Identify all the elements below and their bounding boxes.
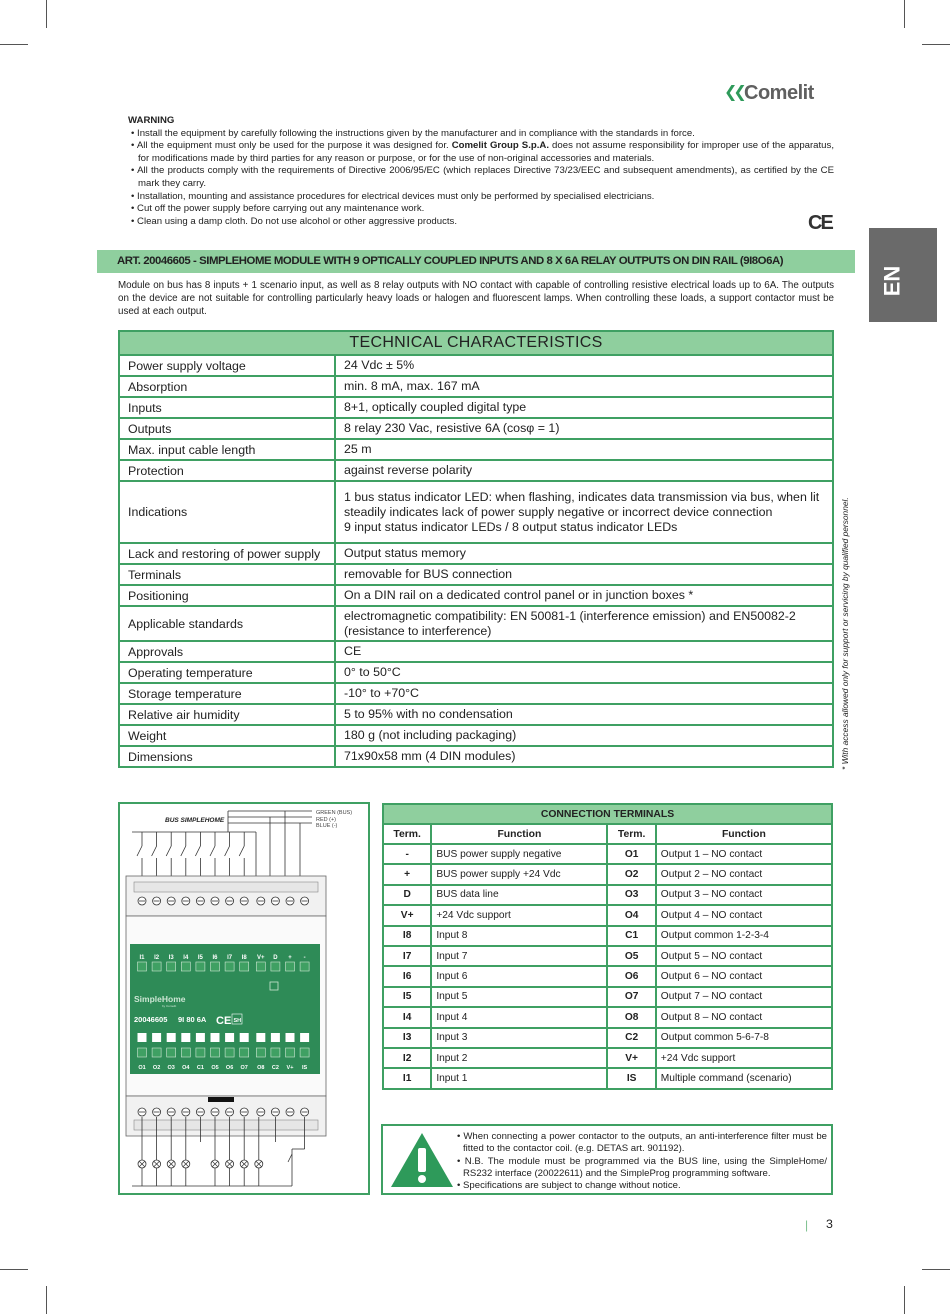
warning-item: • Installation, mounting and assistance procedures for electrical devices must only be performed by specialised electricians. xyxy=(131,190,655,202)
tech-row xyxy=(119,725,833,746)
page-number: 3 xyxy=(826,1217,833,1231)
bus-legend-blue: BLUE (-) xyxy=(316,823,338,829)
terminal-slot xyxy=(271,1048,280,1057)
terminal-row xyxy=(383,1007,832,1027)
input-switch xyxy=(225,846,230,856)
tech-value: against reverse polarity xyxy=(335,460,833,481)
brand-name: Comelit xyxy=(744,82,814,104)
bus-legend xyxy=(316,810,352,830)
bottom-terminal-label: O4 xyxy=(182,1065,190,1071)
note-item: • When connecting a power contactor to the outputs, an anti-interference filter must be fitted to the contactor coil. (e.g. DETAS art. 901192). xyxy=(457,1131,827,1155)
col-header-term: Term. xyxy=(607,824,655,844)
wiring-diagram xyxy=(118,802,370,1195)
terminal-slot xyxy=(256,1048,265,1057)
input-switch xyxy=(210,846,215,856)
terminal-code: O7 xyxy=(607,987,655,1007)
terminal-function: Output common 5-6-7-8 xyxy=(656,1028,832,1048)
tech-label: Power supply voltage xyxy=(119,355,335,376)
tech-value: 8 relay 230 Vac, resistive 6A (cosφ = 1) xyxy=(335,418,833,439)
tech-row xyxy=(119,543,833,564)
terminal-code: I5 xyxy=(383,987,431,1007)
col-header-function: Function xyxy=(431,824,607,844)
top-terminal-label: I8 xyxy=(241,955,247,961)
tech-value: 0° to 50°C xyxy=(335,662,833,683)
connection-terminals-table xyxy=(382,803,833,1090)
col-header-term: Term. xyxy=(383,824,431,844)
crop-mark xyxy=(922,1269,950,1270)
tech-value: 25 m xyxy=(335,439,833,460)
top-terminal-label: D xyxy=(273,955,278,961)
terminal-code: IS xyxy=(607,1068,655,1088)
warnings-title: WARNING xyxy=(128,115,175,126)
crop-mark xyxy=(904,1286,905,1314)
terminal-row xyxy=(383,987,832,1007)
crop-mark xyxy=(0,1269,28,1270)
language-tab xyxy=(869,228,937,322)
terminal-row xyxy=(383,966,832,986)
bottom-terminal-label: C1 xyxy=(196,1065,204,1071)
bottom-terminal-label: O7 xyxy=(240,1065,248,1071)
terminal-row xyxy=(383,864,832,884)
terminal-function: Input 7 xyxy=(431,946,607,966)
input-switch xyxy=(152,846,157,856)
terminal-code: I8 xyxy=(383,926,431,946)
terminal-slot xyxy=(240,1048,249,1057)
top-terminal-label: I4 xyxy=(183,955,189,961)
top-terminal-label: I3 xyxy=(168,955,174,961)
warning-item: • All the products comply with the requirements of Directive 2006/95/EC (which replaces Directive 73/23/EEC and subsequent amendments), as certified by the CE mark they carry. xyxy=(131,165,834,189)
bottom-terminal-label: C2 xyxy=(271,1065,279,1071)
warning-item: • All the equipment must only be used for the purpose it was designed for. Comelit Group S.p.A. does not assume responsibility for improper use of the apparatus, for modifications made by third parties for any reason or purpose, or for the use of non-original accessories and materials. xyxy=(131,140,834,164)
page-separator: | xyxy=(805,1218,809,1232)
tech-label: Protection xyxy=(119,460,335,481)
tech-value: removable for BUS connection xyxy=(335,564,833,585)
terminal-slot xyxy=(225,962,234,971)
module-brand: SimpleHome xyxy=(134,994,186,1004)
crop-mark xyxy=(46,0,47,28)
intro-paragraph: Module on bus has 8 inputs + 1 scenario input, as well as 8 relay outputs with NO contact with capable of controlling resistive electrical loads up to 6A. The outputs on the device are not suitable for controlling particularly heavy loads or halogen and fluorescent lamps. When controlling these loads, a support contactor must be used at each output. xyxy=(118,280,834,317)
terminal-function: Output 1 – NO contact xyxy=(656,844,832,864)
terminal-function: Multiple command (scenario) xyxy=(656,1068,832,1088)
terminal-function: Input 4 xyxy=(431,1007,607,1027)
top-terminal-label: + xyxy=(288,955,292,961)
terminal-code: O2 xyxy=(607,864,655,884)
tech-row xyxy=(119,564,833,585)
terminal-code: V+ xyxy=(383,905,431,925)
bottom-terminal-label: IS xyxy=(301,1065,308,1071)
ce-mark: CE xyxy=(808,212,832,234)
tech-label: Max. input cable length xyxy=(119,439,335,460)
tech-label: Storage temperature xyxy=(119,683,335,704)
terminal-function: Input 2 xyxy=(431,1048,607,1068)
terminal-slot xyxy=(225,1048,234,1057)
bus-legend-green: GREEN (BUS) xyxy=(316,810,353,816)
warning-item: • Cut off the power supply before carrying out any maintenance work. xyxy=(131,203,425,215)
bottom-terminal-label: O8 xyxy=(257,1065,265,1071)
terminal-code: I2 xyxy=(383,1048,431,1068)
col-header-function: Function xyxy=(656,824,832,844)
bottom-terminal-label: O5 xyxy=(211,1065,219,1071)
company-name: Comelit Group S.p.A. xyxy=(451,140,549,152)
terminal-slot xyxy=(240,962,249,971)
terminal-function: Output 8 – NO contact xyxy=(656,1007,832,1027)
led-window xyxy=(181,1033,190,1042)
tech-row xyxy=(119,481,833,543)
tech-row xyxy=(119,683,833,704)
terminal-code: V+ xyxy=(607,1048,655,1068)
tech-value: 1 bus status indicator LED: when flashing, indicates data transmission via bus, when lit steadily indicates lack of power supply negative or incorrect device connection 9 input status indicator LEDs / 8 output status indicator LEDs xyxy=(335,481,833,543)
terminal-slot xyxy=(286,962,295,971)
terminal-row xyxy=(383,926,832,946)
tech-label: Absorption xyxy=(119,376,335,397)
input-switch xyxy=(166,846,171,856)
terminal-row xyxy=(383,1068,832,1088)
terminal-row xyxy=(383,946,832,966)
bottom-terminal-label: O3 xyxy=(167,1065,175,1071)
bottom-terminal-label: O1 xyxy=(138,1065,146,1071)
terminal-function: Output 4 – NO contact xyxy=(656,905,832,925)
terminal-slot xyxy=(152,962,161,971)
side-note xyxy=(838,497,852,770)
terminal-code: I4 xyxy=(383,1007,431,1027)
connection-table-title: CONNECTION TERMINALS xyxy=(383,804,832,824)
led-window xyxy=(240,1033,249,1042)
bus-label: BUS SIMPLEHOME xyxy=(165,817,225,824)
led-window xyxy=(271,1033,280,1042)
terminal-row xyxy=(383,1028,832,1048)
module-model: 9I 80 6A xyxy=(178,1015,207,1024)
terminal-slot xyxy=(271,962,280,971)
terminal-code: I1 xyxy=(383,1068,431,1088)
tech-row xyxy=(119,355,833,376)
bottom-terminal-label: O2 xyxy=(152,1065,161,1071)
module-sn: SH xyxy=(233,1018,242,1024)
led-window xyxy=(286,1033,295,1042)
terminal-slot xyxy=(211,962,220,971)
terminal-function: BUS power supply +24 Vdc xyxy=(431,864,607,884)
tech-label: Terminals xyxy=(119,564,335,585)
terminal-function: BUS data line xyxy=(431,885,607,905)
terminal-function: Output 5 – NO contact xyxy=(656,946,832,966)
terminal-slot xyxy=(300,1048,309,1057)
tech-label: Indications xyxy=(119,481,335,543)
terminal-function: +24 Vdc support xyxy=(656,1048,832,1068)
tech-value: 180 g (not including packaging) xyxy=(335,725,833,746)
input-switch xyxy=(195,846,200,856)
terminal-slot xyxy=(167,962,176,971)
tech-value: On a DIN rail on a dedicated control panel or in junction boxes * xyxy=(335,585,833,606)
terminal-code: O8 xyxy=(607,1007,655,1027)
crop-mark xyxy=(0,44,28,45)
input-switch xyxy=(137,846,142,856)
language-tab-label: EN xyxy=(879,265,905,297)
warning-item: • Clean using a damp cloth. Do not use alcohol or other aggressive products. xyxy=(131,215,458,227)
terminal-function: Input 6 xyxy=(431,966,607,986)
terminal-function: Output 3 – NO contact xyxy=(656,885,832,905)
tech-label: Inputs xyxy=(119,397,335,418)
terminal-code: I7 xyxy=(383,946,431,966)
terminal-code: I3 xyxy=(383,1028,431,1048)
top-terminal-label: I5 xyxy=(197,955,203,961)
crop-mark xyxy=(904,0,905,28)
tech-value: electromagnetic compatibility: EN 50081-1 (interference emission) and EN50082-2 (resistance to interference) xyxy=(335,606,833,641)
wiring-diagram-svg xyxy=(120,804,368,1193)
tech-value: 8+1, optically coupled digital type xyxy=(335,397,833,418)
tech-row xyxy=(119,439,833,460)
terminal-code: I6 xyxy=(383,966,431,986)
tech-label: Operating temperature xyxy=(119,662,335,683)
terminal-function: Input 1 xyxy=(431,1068,607,1088)
terminal-code: O4 xyxy=(607,905,655,925)
terminal-function: Output 6 – NO contact xyxy=(656,966,832,986)
terminal-code: + xyxy=(383,864,431,884)
led-window xyxy=(256,1033,265,1042)
terminal-function: +24 Vdc support xyxy=(431,905,607,925)
tech-label: Dimensions xyxy=(119,746,335,767)
brand-mark-icon: ❮❮ xyxy=(724,84,743,101)
tech-label: Relative air humidity xyxy=(119,704,335,725)
crop-mark xyxy=(922,44,950,45)
terminal-row xyxy=(383,844,832,864)
tech-value: 24 Vdc ± 5% xyxy=(335,355,833,376)
led-window xyxy=(196,1033,205,1042)
tech-value: -10° to +70°C xyxy=(335,683,833,704)
terminal-row xyxy=(383,1048,832,1068)
top-terminal-label: I1 xyxy=(139,955,145,961)
terminal-function: Output 7 – NO contact xyxy=(656,987,832,1007)
terminal-slot xyxy=(138,1048,147,1057)
top-terminal-label: I6 xyxy=(212,955,218,961)
tech-row xyxy=(119,376,833,397)
scenario-switch xyxy=(288,1154,292,1162)
led-window xyxy=(225,1033,234,1042)
tech-row xyxy=(119,397,833,418)
terminal-function: Input 3 xyxy=(431,1028,607,1048)
led-window xyxy=(167,1033,176,1042)
input-switch xyxy=(239,846,244,856)
tech-table-title: TECHNICAL CHARACTERISTICS xyxy=(119,331,833,355)
terminal-code: O5 xyxy=(607,946,655,966)
tech-row xyxy=(119,418,833,439)
brand-logo xyxy=(722,82,837,104)
tech-value: min. 8 mA, max. 167 mA xyxy=(335,376,833,397)
led-window xyxy=(211,1033,220,1042)
note-item: • N.B. The module must be programmed via the BUS line, using the SimpleHome/ RS232 interface (20022611) and the SimpleProg programming software. xyxy=(457,1155,827,1179)
terminal-function: Input 8 xyxy=(431,926,607,946)
tech-label: Lack and restoring of power supply xyxy=(119,543,335,564)
terminal-slot xyxy=(138,962,147,971)
terminal-slot xyxy=(196,962,205,971)
terminal-slot xyxy=(256,962,265,971)
bottom-terminal-label: V+ xyxy=(286,1065,294,1071)
article-title: ART. 20046605 - SIMPLEHOME MODULE WITH 9 OPTICALLY COUPLED INPUTS AND 8 X 6A RELAY OUTPUTS ON DIN RAIL (9I8O6A) xyxy=(97,250,855,273)
tech-value: 5 to 95% with no condensation xyxy=(335,704,833,725)
warnings-section xyxy=(128,115,834,228)
led-window xyxy=(300,1033,309,1042)
tech-row xyxy=(119,704,833,725)
terminal-function: BUS power supply negative xyxy=(431,844,607,864)
terminal-function: Output common 1-2-3-4 xyxy=(656,926,832,946)
top-terminal-label: V+ xyxy=(257,955,265,961)
module-brand-sub: by Comelit xyxy=(162,1004,177,1008)
warning-item: • Install the equipment by carefully following the instructions given by the manufacturer and in compliance with the standards in force. xyxy=(131,127,695,139)
tech-row xyxy=(119,662,833,683)
terminal-slot xyxy=(196,1048,205,1057)
terminal-code: O3 xyxy=(607,885,655,905)
tech-row xyxy=(119,746,833,767)
tech-value: CE xyxy=(335,641,833,662)
terminal-code: - xyxy=(383,844,431,864)
module-code: 20046605 xyxy=(134,1015,168,1024)
warning-triangle-icon xyxy=(389,1131,455,1189)
terminal-row xyxy=(383,905,832,925)
bottom-terminal-label: O6 xyxy=(225,1065,234,1071)
terminal-row xyxy=(383,885,832,905)
tech-row xyxy=(119,606,833,641)
tech-label: Outputs xyxy=(119,418,335,439)
terminal-slot xyxy=(181,962,190,971)
terminal-slot xyxy=(152,1048,161,1057)
terminal-slot xyxy=(181,1048,190,1057)
terminal-code: C1 xyxy=(607,926,655,946)
led-window xyxy=(152,1033,161,1042)
led-window xyxy=(138,1033,147,1042)
crop-mark xyxy=(46,1286,47,1314)
technical-characteristics-table xyxy=(118,330,834,768)
note-item: • Specifications are subject to change without notice. xyxy=(457,1180,681,1192)
tech-label: Positioning xyxy=(119,585,335,606)
terminal-function: Output 2 – NO contact xyxy=(656,864,832,884)
tech-row xyxy=(119,460,833,481)
tech-label: Weight xyxy=(119,725,335,746)
tech-value: Output status memory xyxy=(335,543,833,564)
terminal-slot xyxy=(300,962,309,971)
installation-note xyxy=(381,1124,833,1195)
terminal-code: C2 xyxy=(607,1028,655,1048)
top-terminal-label: I2 xyxy=(154,955,160,961)
bus-legend-red: RED (+) xyxy=(316,816,337,823)
tech-label: Applicable standards xyxy=(119,606,335,641)
terminal-code: O1 xyxy=(607,844,655,864)
terminal-code: O6 xyxy=(607,966,655,986)
module-ce: CE xyxy=(216,1015,232,1027)
top-terminal-label: - xyxy=(303,955,306,961)
tech-row xyxy=(119,585,833,606)
tech-value: 71x90x58 mm (4 DIN modules) xyxy=(335,746,833,767)
terminal-code: D xyxy=(383,885,431,905)
side-note-text: * With access allowed only for support or servicing by qualified personnel. xyxy=(840,497,850,770)
tech-row xyxy=(119,641,833,662)
terminal-function: Input 5 xyxy=(431,987,607,1007)
terminal-slot xyxy=(167,1048,176,1057)
top-terminal-label: I7 xyxy=(227,955,233,961)
terminal-slot xyxy=(286,1048,295,1057)
tech-label: Approvals xyxy=(119,641,335,662)
terminal-slot xyxy=(211,1048,220,1057)
input-switch xyxy=(181,846,186,856)
